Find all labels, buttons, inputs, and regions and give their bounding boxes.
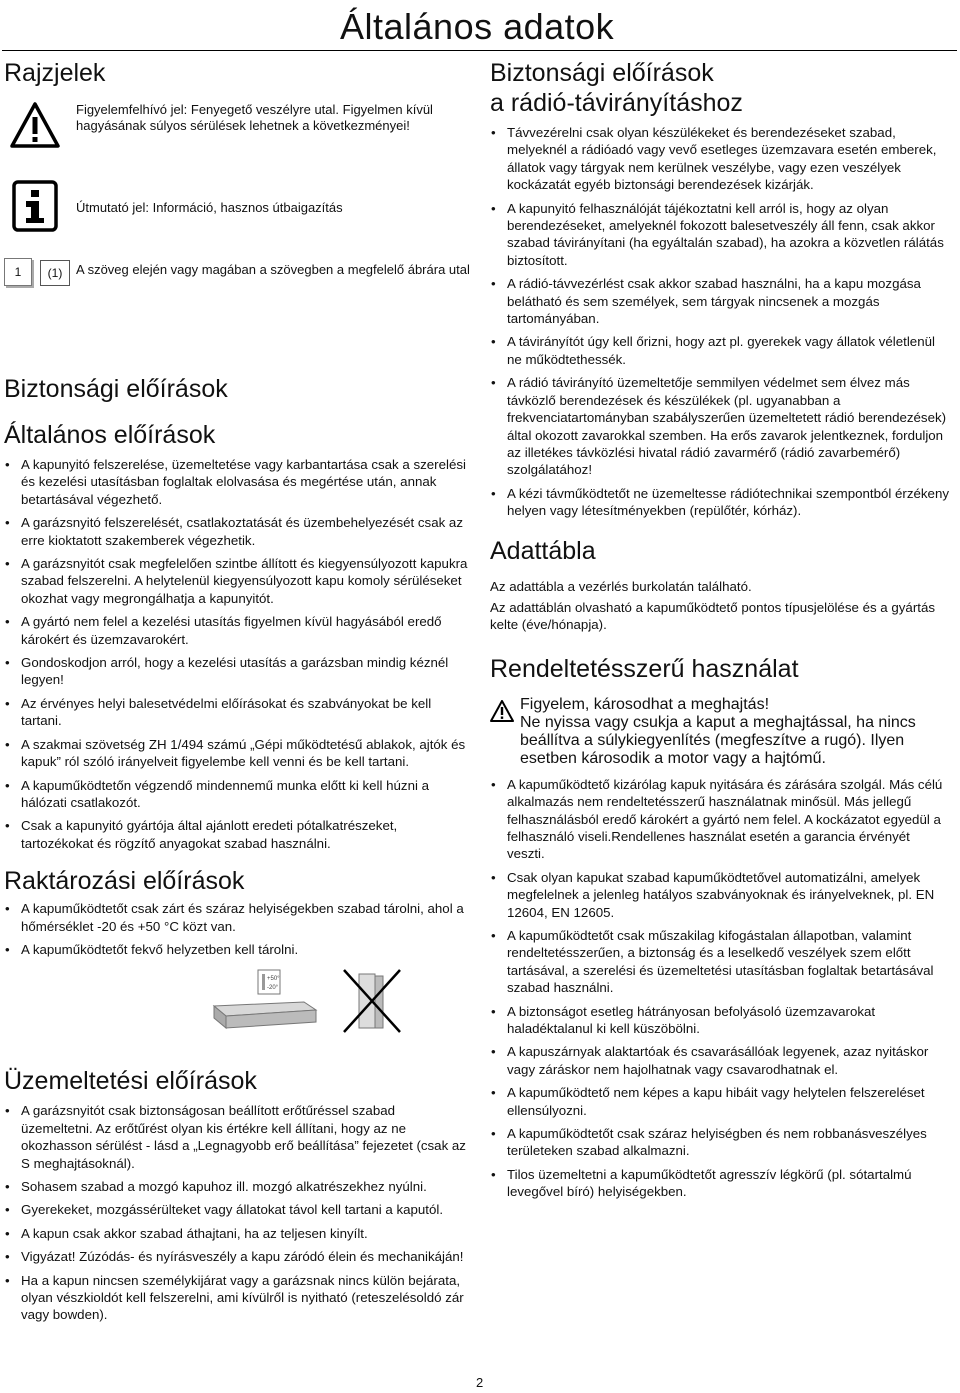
list-item: • A kapuműködtetőt csak száraz helyiségben és nem robbanásveszélyes területeken szabad alkalmazni. (490, 1125, 950, 1160)
nameplate-heading: Adattábla (490, 536, 596, 565)
list-item: • A garázsnyitót csak biztonságosan beállított erőtűréssel szabad üzemeltetni. Az erőtűrést olyan kis értékre kell állítani, hogy az ne okozhasson sérülést - lásd a „Legnagyobb erő beállítása” fejezetet (csak az S meghajtásoknál). (4, 1102, 470, 1172)
intended-use-list (490, 776, 950, 1201)
info-icon (12, 180, 58, 237)
list-item: • Csak olyan kapukat szabad kapuműködtetővel automatizálni, amelyek megfelelnek a jelenleg hatályos szabványoknak és irányelveknek, pl. EN 12604, EN 12605. (490, 869, 950, 921)
radio-heading-line1: Biztonsági előírások (490, 59, 714, 87)
list-item: • A kapun csak akkor szabad áthajtani, ha az teljesen kinyílt. (4, 1225, 470, 1242)
list-item: • A távirányítót úgy kell őrizni, hogy azt pl. gyerekek vagy állatok véletlenül ne működtethessék. (490, 333, 950, 368)
radio-list (490, 124, 950, 520)
storage-heading: Raktározási előírások (4, 867, 245, 896)
intended-use-heading: Rendeltetésszerű használat (490, 654, 799, 683)
warning-text: Ne nyissa vagy csukja a kaput a meghajtással, ha nincs beállítva a súlykiegyenlítés (megfeszítve a rugó). Ilyen esetben károsodik a motor vagy a hajtómű. (520, 713, 916, 767)
operation-list (4, 1102, 470, 1323)
list-item: • A garázsnyitó felszerelését, csatlakoztatását és üzembehelyezését csak az erre kioktatott szakemberek végezhetik. (4, 514, 470, 549)
general-heading: Általános előírások (4, 421, 216, 449)
figure-ref-label: (1) (47, 266, 63, 280)
list-item: • A kapuműködtetőt csak zárt és száraz helyiségekben szabad tárolni, ahol a hőmérséklet -20 és +50 °C közt van. (4, 900, 470, 935)
list-item: • A rádió-távvezérlést csak akkor szabad használni, ha a kapu mozgása belátható és sem személyek, sem tárgyak nincsenek a mozgás tartományában. (490, 275, 950, 327)
left-column (4, 54, 470, 1330)
nameplate-location-text: Az adattábla a vezérlés burkolatán található. (490, 578, 752, 594)
list-item: • A biztonságot esetleg hátrányosan befolyásoló üzemzavarokat haladéktalanul ki kell küszöbölni. (490, 1003, 950, 1038)
storage-figure (4, 964, 470, 1036)
list-item: • A kapuszárnyak alaktartóak és csavarásállóak legyenek, azaz nyitáskor vagy záráskor nem hajolhatnak vagy csavarodhatnak el. (490, 1043, 950, 1078)
list-item: • A gyártó nem felel a kezelési utasítás figyelmen kívül hagyásából eredő károkért és üzemzavarokért. (4, 613, 470, 648)
list-item: • A kapuműködtető nem képes a kapu hibáit vagy helytelen felszereléset ellensúlyozni. (490, 1084, 950, 1119)
list-item: • A kézi távműködtetőt ne üzemeltesse rádiótechnikai szempontból érzékeny helyen vagy létesítményekben (repülőtér, kórház). (490, 485, 950, 520)
warning-triangle-icon (10, 102, 60, 153)
right-column (490, 54, 950, 1207)
page-number: 2 (476, 1375, 484, 1390)
symbols-heading: Rajzjelek (4, 59, 106, 87)
list-item: • Gyerekeket, mozgássérülteket vagy állatokat távol kell tartani a kaputól. (4, 1201, 470, 1218)
list-item: • Sohasem szabad a mozgó kapuhoz ill. mozgó alkatrészekhez nyúlni. (4, 1178, 470, 1195)
list-item: • A kapuműködtetőt csak műszakilag kifogástalan állapotban, valamint rendeltetésszerűen, a biztonság és a leselkedő veszélyek szem előtt tartásával, a szerelési és üzemeltetési utasításban foglaltak betartásával szabad használni. (490, 927, 950, 997)
storage-illustration (4, 964, 470, 1036)
list-item: • Távvezérelni csak olyan készülékeket és berendezéseket szabad, melyeknél a rádióadó vagy vevő esetleges üzemzavara esetén emberek, állatok vagy tárgyak nem kerülnek veszélybe, vagy ezen veszélyek kockázatát egyéb biztonsági berendezések kizárják. (490, 124, 950, 194)
list-item: • Ha a kapun nincsen személykijárat vagy a garázsnak nincs külön bejárata, olyan vészkioldót kell felszerelni, ami kívülről is nyitható (reteszelésoldó zár vagy bowden). (4, 1272, 470, 1324)
list-item: • Az érvényes helyi balesetvédelmi előírásokat és szabványokat be kell tartani. (4, 695, 470, 730)
list-item: • A kapunyitó felhasználóját tájékoztatni kell arról is, hogy az olyan berendezéseket, amelyeknél fokozott balesetveszély áll fenn, csak akkor szabad távirányítani (ha egyáltalán szabad), ha azokra a közvetlen rálátás biztosított. (490, 200, 950, 270)
list-item: • Tilos üzemeltetni a kapuműködtetőt agresszív légkörű (pl. sótartalmú levegővel bíró) helyiségekben. (490, 1166, 950, 1201)
list-item: • A szakmai szövetség ZH 1/494 számú „Gépi működtetésű ablakok, ajtók és kapuk” ról szóló irányelveit figyelembe kell venni és be kell tartani. (4, 736, 470, 771)
temp-low-label: -20° (267, 985, 279, 992)
list-item: • A kapuműködtető kizárólag kapuk nyitására és zárására szolgál. Más célú alkalmazás nem rendeltetésszerű használatnak minősül. Más jellegű felhasználásból eredő károkért a gyártó nem felel. A kockázatot egyedül a felhasználó viseli.Rendellenes használat esetén a garancia érvényét veszti. (490, 776, 950, 863)
warning-block (490, 696, 950, 768)
figure-number-label: 1 (14, 265, 22, 279)
list-item: • A garázsnyitót csak megfelelően szintbe állított és kiegyensúlyozott kapukra szabad felszerelni. A helytelenül kiegyensúlyozott kapu komoly sérüléseket okozhat vagy megrongálhatja a kapunyitót. (4, 555, 470, 607)
symbol-warning-text: Figyelemfelhívó jel: Fenyegető veszélyre utal. Figyelmen kívül hagyásának súlyos sérülések lehetnek a következményei! (76, 102, 433, 133)
list-item: • Gondoskodjon arról, hogy a kezelési utasítás a garázsban mindig kéznél legyen! (4, 654, 470, 689)
list-item: • Csak a kapunyitó gyártója által ajánlott eredeti pótalkatrészeket, tartozékokat és rögzítő anyagokat szabad használni. (4, 817, 470, 852)
list-item: • Vigyázat! Zúzódás- és nyírásveszély a kapu záródó élein és mechanikáján! (4, 1248, 470, 1265)
figure-reference-icon (4, 258, 32, 286)
figure-ref-box (40, 260, 70, 286)
symbol-info-text: Útmutató jel: Információ, hasznos útbaigazítás (76, 200, 343, 215)
list-item: • A kapuműködtetőt fekvő helyzetben kell tárolni. (4, 941, 470, 958)
safety-heading: Biztonsági előírások (4, 375, 228, 403)
operation-heading: Üzemeltetési előírások (4, 1067, 257, 1096)
radio-heading-line2: a rádió-távirányításhoz (490, 89, 743, 117)
storage-list (4, 900, 470, 958)
list-item: • A kapuműködtetőn végzendő mindennemű munka előtt ki kell húzni a hálózati csatlakozót. (4, 777, 470, 812)
general-list (4, 456, 470, 852)
warning-triangle-icon (490, 700, 514, 727)
nameplate-content-text: Az adattáblán olvasható a kapuműködtető pontos típusjelölése és a gyártás kelte (éve/hónapja). (490, 599, 935, 633)
list-item: • A rádió távirányító üzemeltetője semmilyen védelmet sem élvez más távközlő berendezések és készülékek (pl. ugyanabban a frekvenciatartományban szabályszerűen üzemeltetett rádió berendezések) által okozott zavarokkal szemben. Ha erős zavarok jelentkeznek, forduljon az illetékes távközlési hivatal rádió zavarmérő (rádió zavarbemérő) szolgálatához! (490, 374, 950, 478)
symbols-list (4, 88, 470, 280)
warning-title: Figyelem, károsodhat a meghajtás! (520, 695, 770, 713)
list-item: • A kapunyitó felszerelése, üzemeltetése vagy karbantartása csak a szerelési és kezelési utasításban foglaltak elolvasása és megértése után, annak betartásával végezhető. (4, 456, 470, 508)
header-rule (2, 50, 957, 51)
temp-high-label: +50° (267, 976, 280, 983)
page-title: Általános adatok (340, 6, 615, 47)
symbol-figure-text: A szöveg elején vagy magában a szövegben a megfelelő ábrára utal (76, 262, 470, 277)
